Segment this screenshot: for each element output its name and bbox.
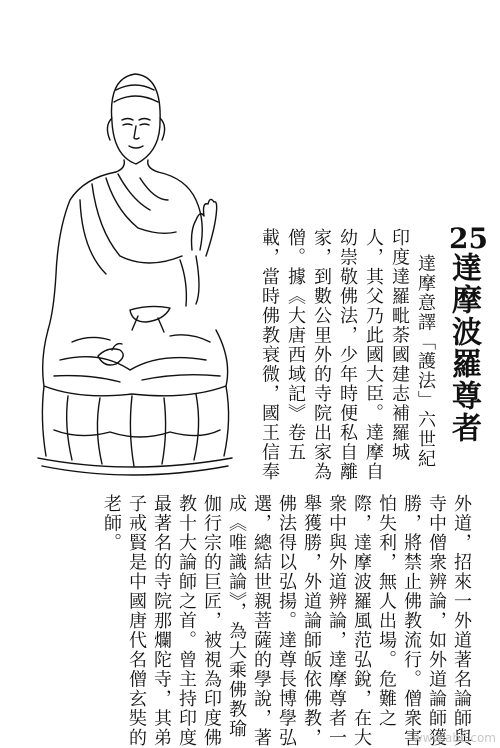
upper-text-column: 達摩意譯「護法」六世紀 (415, 254, 436, 469)
upper-text-column: 載，當時佛教衰微，國王信奉 (259, 228, 280, 482)
mouth (129, 146, 143, 148)
lower-text-column: 寺中僧衆辨論，如外道論師獲 (426, 494, 447, 748)
watermark-text: www.abc.com (412, 731, 496, 745)
head-outline (111, 74, 160, 164)
nose (134, 126, 139, 139)
lower-text-column: 最著名的寺院那爛陀寺，其弟 (151, 494, 172, 748)
upper-text-column: 幼崇敬佛法，少年時便私自離 (337, 228, 358, 482)
lower-text-column: 勝，將禁止佛教流行。僧衆害 (401, 494, 422, 748)
lower-text-column: 老師。 (101, 494, 122, 553)
entry-title: 達摩波羅尊者 (446, 252, 481, 444)
entry-number: 25 (449, 222, 488, 255)
lower-text-column: 怕失利，無人出場。危難之 (376, 494, 397, 728)
eye-right (140, 124, 149, 125)
lower-text-column: 選，總結世親菩薩的學說，著 (251, 494, 272, 748)
raised-hand (192, 199, 217, 256)
lower-text-column: 教十大論師之首。曾主持印度 (176, 494, 197, 748)
lower-text-column: 伽行宗的巨匠，被視為印度佛 (201, 494, 222, 748)
lower-text-column: 際，達摩波羅風范弘銳，在大 (351, 494, 372, 748)
pedestal (38, 458, 232, 467)
lower-text-column: 成《唯識論》，為大乘佛教瑜 (226, 494, 247, 739)
lower-text-column: 舉獲勝，外道論師皈依佛教， (301, 494, 322, 748)
upper-text-column: 印度達羅毗荼國建志補羅城 (389, 228, 410, 462)
lower-text-column: 衆中與外道辨論，達摩尊者一 (326, 494, 347, 748)
crossed-legs (43, 330, 228, 396)
brow-right (139, 119, 150, 121)
eye-left (123, 124, 132, 125)
brow-left (122, 119, 133, 121)
hairline (114, 96, 158, 102)
seated-arhat-illustration (20, 60, 245, 480)
upper-text-column: 人，其父乃此國大臣。達摩自 (363, 228, 384, 482)
lap-hand (98, 349, 123, 365)
lower-text-column: 子戒賢是中國唐代名僧玄奘的 (126, 494, 147, 748)
upper-text-column: 僧。據《大唐西域記》卷五 (285, 228, 306, 462)
robe-shoulders (48, 172, 116, 330)
upper-text-column: 家，到數公里外的寺院出家為 (311, 228, 332, 482)
lower-text-column: 佛法得以弘揚。達尊長博學弘 (276, 494, 297, 748)
lower-text-column: 外道，招來一外道著名論師與 (451, 494, 472, 748)
